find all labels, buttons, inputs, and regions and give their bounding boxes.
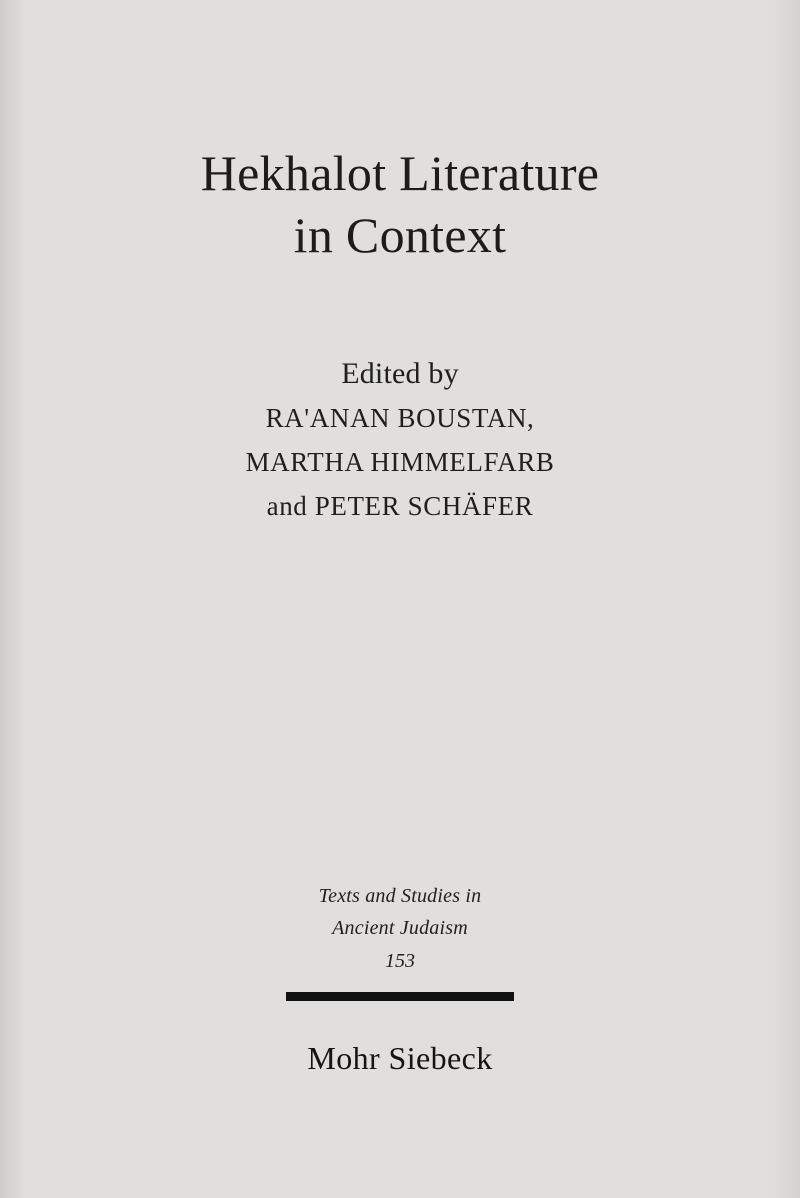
series-line-2: Ancient Judaism — [332, 917, 468, 939]
editor-name-3: and PETER SCHÄFER — [266, 491, 534, 521]
divider-rule — [286, 992, 514, 1001]
book-title — [90, 142, 710, 266]
series-block — [0, 880, 800, 1001]
editor-name-1: RA'ANAN BOUSTAN, — [265, 403, 535, 433]
editor-name-2: MARTHA HIMMELFARB — [245, 447, 555, 477]
edited-by-label: Edited by — [341, 357, 459, 390]
title-line-1: Hekhalot Literature — [200, 145, 600, 201]
publisher-name: Mohr Siebeck — [307, 1040, 493, 1076]
editors-block — [90, 352, 710, 528]
series-number: 153 — [385, 950, 415, 972]
title-line-2: in Context — [293, 207, 507, 263]
series-line-1: Texts and Studies in — [318, 885, 482, 907]
